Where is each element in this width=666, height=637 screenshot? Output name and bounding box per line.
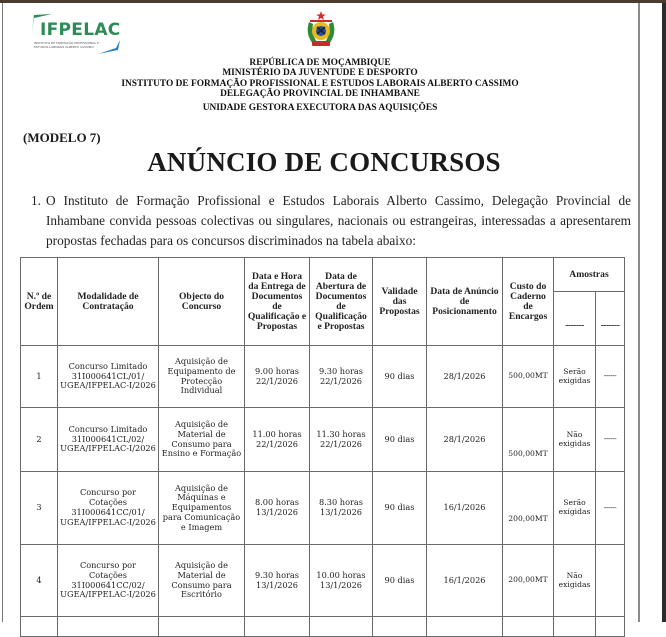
cell-validade: 90 dias xyxy=(373,472,427,545)
cell-abertura xyxy=(310,545,373,617)
cell-empty xyxy=(58,617,159,637)
cell-ordem: 3 xyxy=(21,472,58,545)
cell-empty xyxy=(554,617,596,637)
cell-ordem: 2 xyxy=(21,408,58,472)
logo-subtitle: INSTITUTO DE FORMAÇÃO PROFISSIONAL E ESTUDOS LABORAIS ALBERTO CASSIMO xyxy=(34,41,99,49)
abertura-hora: 11.30 horas xyxy=(316,428,366,439)
abertura-data: 13/1/2026 xyxy=(320,507,362,517)
cell-amostras1: Não exigidas xyxy=(554,408,596,472)
cell-modalidade: Concurso por Cotações 31I000641CC/02/ UGEA/IFPELAC-I/2026 xyxy=(58,545,159,617)
cell-abertura xyxy=(310,408,373,472)
table-header-row xyxy=(21,258,625,292)
cell-anuncio: 28/1/2026 xyxy=(427,408,503,472)
cell-validade: 90 dias xyxy=(373,346,427,408)
cell-empty xyxy=(503,617,554,637)
paragraph-number: 1. xyxy=(31,193,41,208)
logo-name: IFPELAC xyxy=(40,20,121,40)
header-line-institute: INSTITUTO DE FORMAÇÃO PROFISSIONAL E ESTUDOS LABORAIS ALBERTO CASSIMO xyxy=(121,78,519,89)
viewer-scrollbar[interactable] xyxy=(662,3,666,622)
abertura-data: 22/1/2026 xyxy=(320,438,362,449)
cell-modalidade: Concurso por Cotações 31I000641CC/01/ UGEA/IFPELAC-I/2026 xyxy=(58,472,159,545)
entrega-data: 22/1/2026 xyxy=(256,438,298,449)
entrega-data: 22/1/2026 xyxy=(256,375,298,386)
header-line-delegation: DELEGAÇÃO PROVINCIAL DE INHAMBANE xyxy=(220,89,420,100)
cell-empty xyxy=(159,617,245,637)
cell-empty xyxy=(427,617,503,637)
cell-amostras2: ------ xyxy=(596,472,625,545)
entrega-data: 13/1/2026 xyxy=(256,579,298,590)
header-abertura: Data de Abertura de Documentos de Qualificação e Propostas xyxy=(310,258,373,346)
table-row xyxy=(21,545,625,617)
header-line-republic: REPÚBLICA DE MOÇAMBIQUE xyxy=(249,58,391,68)
cell-entrega xyxy=(245,545,310,617)
cell-validade: 90 dias xyxy=(373,408,427,472)
cell-entrega xyxy=(245,346,310,408)
entrega-hora: 11.00 horas xyxy=(252,428,302,439)
header-ordem: N.º de Ordem xyxy=(21,258,58,346)
abertura-data: 22/1/2026 xyxy=(320,375,362,386)
cell-objecto: Aquisição de Material de Consumo para Escritório xyxy=(159,545,245,617)
header-anuncio: Data de Anúncio de Posicionamento xyxy=(427,258,503,346)
abertura-hora: 9.30 horas xyxy=(318,365,364,376)
cell-empty xyxy=(245,617,310,637)
cell-validade: 90 dias xyxy=(373,545,427,617)
header-amostras-sub2: ------- xyxy=(596,292,625,346)
header-validade: Validade das Propostas xyxy=(373,258,427,346)
cell-anuncio: 16/1/2026 xyxy=(427,545,503,617)
header-line-unit: UNIDADE GESTORA EXECUTORA DAS AQUISIÇÕES xyxy=(202,102,438,113)
page-title: ANÚNCIO DE CONCURSOS xyxy=(147,147,501,177)
table-row xyxy=(21,346,625,408)
cell-amostras2 xyxy=(596,545,625,617)
cell-modalidade: Concurso Limitado 31I000641CL/02/ UGEA/IFPELAC-I/2026 xyxy=(58,408,159,472)
header-objecto: Objecto do Concurso xyxy=(159,258,245,346)
table-row xyxy=(21,472,625,545)
cell-objecto: Aquisição de Máquinas e Equipamentos para Comunicação e Imagem xyxy=(159,472,245,545)
header-amostras-sub1: ------- xyxy=(554,292,596,346)
entrega-hora: 8.00 horas xyxy=(254,497,300,508)
table-row-partial xyxy=(21,617,625,637)
cell-amostras2: ------ xyxy=(596,408,625,472)
cell-empty xyxy=(21,617,58,637)
entrega-hora: 9.00 horas xyxy=(254,365,300,376)
paragraph-text: O Instituto de Formação Profissional e Estudos Laborais Alberto Cassimo, Delegação Provincial de Inhambane convida pessoas colectivas ou singulares, nacionais ou estrangeiras, interessadas a apresentarem propostas fechadas para os concursos discriminados na tabela abaixo: xyxy=(46,193,631,248)
cell-ordem: 1 xyxy=(21,346,58,408)
table-row xyxy=(21,408,625,472)
ifpelac-logo xyxy=(22,12,122,54)
cell-ordem: 4 xyxy=(21,545,58,617)
cell-amostras1: Não exigidas xyxy=(554,545,596,617)
cell-anuncio: 16/1/2026 xyxy=(427,472,503,545)
header-custo: Custo do Caderno de Encargos xyxy=(503,258,554,346)
model-label: (MODELO 7) xyxy=(23,130,101,145)
institution-header xyxy=(0,58,640,113)
header-modalidade: Modalidade de Contratação xyxy=(58,258,159,346)
cell-amostras2: ------ xyxy=(596,346,625,408)
window-top-bar xyxy=(0,0,666,3)
entrega-data: 13/1/2026 xyxy=(256,507,298,517)
cell-custo: 500,00MT xyxy=(503,408,554,472)
cell-amostras1: Serão exigidas xyxy=(554,472,596,545)
cell-custo: 200,00MT xyxy=(503,545,554,617)
entrega-hora: 9.30 horas xyxy=(254,569,300,580)
cell-empty xyxy=(596,617,625,637)
cell-custo: 500,00MT xyxy=(503,346,554,408)
cell-empty xyxy=(373,617,427,637)
header-line-ministry: MINISTÉRIO DA JUVENTUDE E DESPORTO xyxy=(222,68,418,79)
cell-modalidade: Concurso Limitado 31I000641CL/01/ UGEA/IFPELAC-I/2026 xyxy=(58,346,159,408)
header-entrega: Data e Hora da Entrega de Documentos de Qualificação e Propostas xyxy=(245,258,310,346)
cell-abertura xyxy=(310,472,373,545)
cell-entrega xyxy=(245,472,310,545)
cell-custo: 200,00MT xyxy=(503,472,554,545)
coat-of-arms-icon xyxy=(303,10,339,50)
abertura-hora: 8.30 horas xyxy=(318,497,364,508)
tenders-table xyxy=(20,257,625,637)
header-amostras: Amostras xyxy=(554,258,625,292)
cell-empty xyxy=(310,617,373,637)
cell-objecto: Aquisição de Equipamento de Protecção Individual xyxy=(159,346,245,408)
cell-objecto: Aquisição de Material de Consumo para Ensino e Formação xyxy=(159,408,245,472)
cell-entrega xyxy=(245,408,310,472)
cell-amostras1: Serão exigidas xyxy=(554,346,596,408)
abertura-data: 13/1/2026 xyxy=(320,579,362,590)
cell-anuncio: 28/1/2026 xyxy=(427,346,503,408)
abertura-hora: 10.00 horas xyxy=(316,569,366,580)
cell-abertura xyxy=(310,346,373,408)
